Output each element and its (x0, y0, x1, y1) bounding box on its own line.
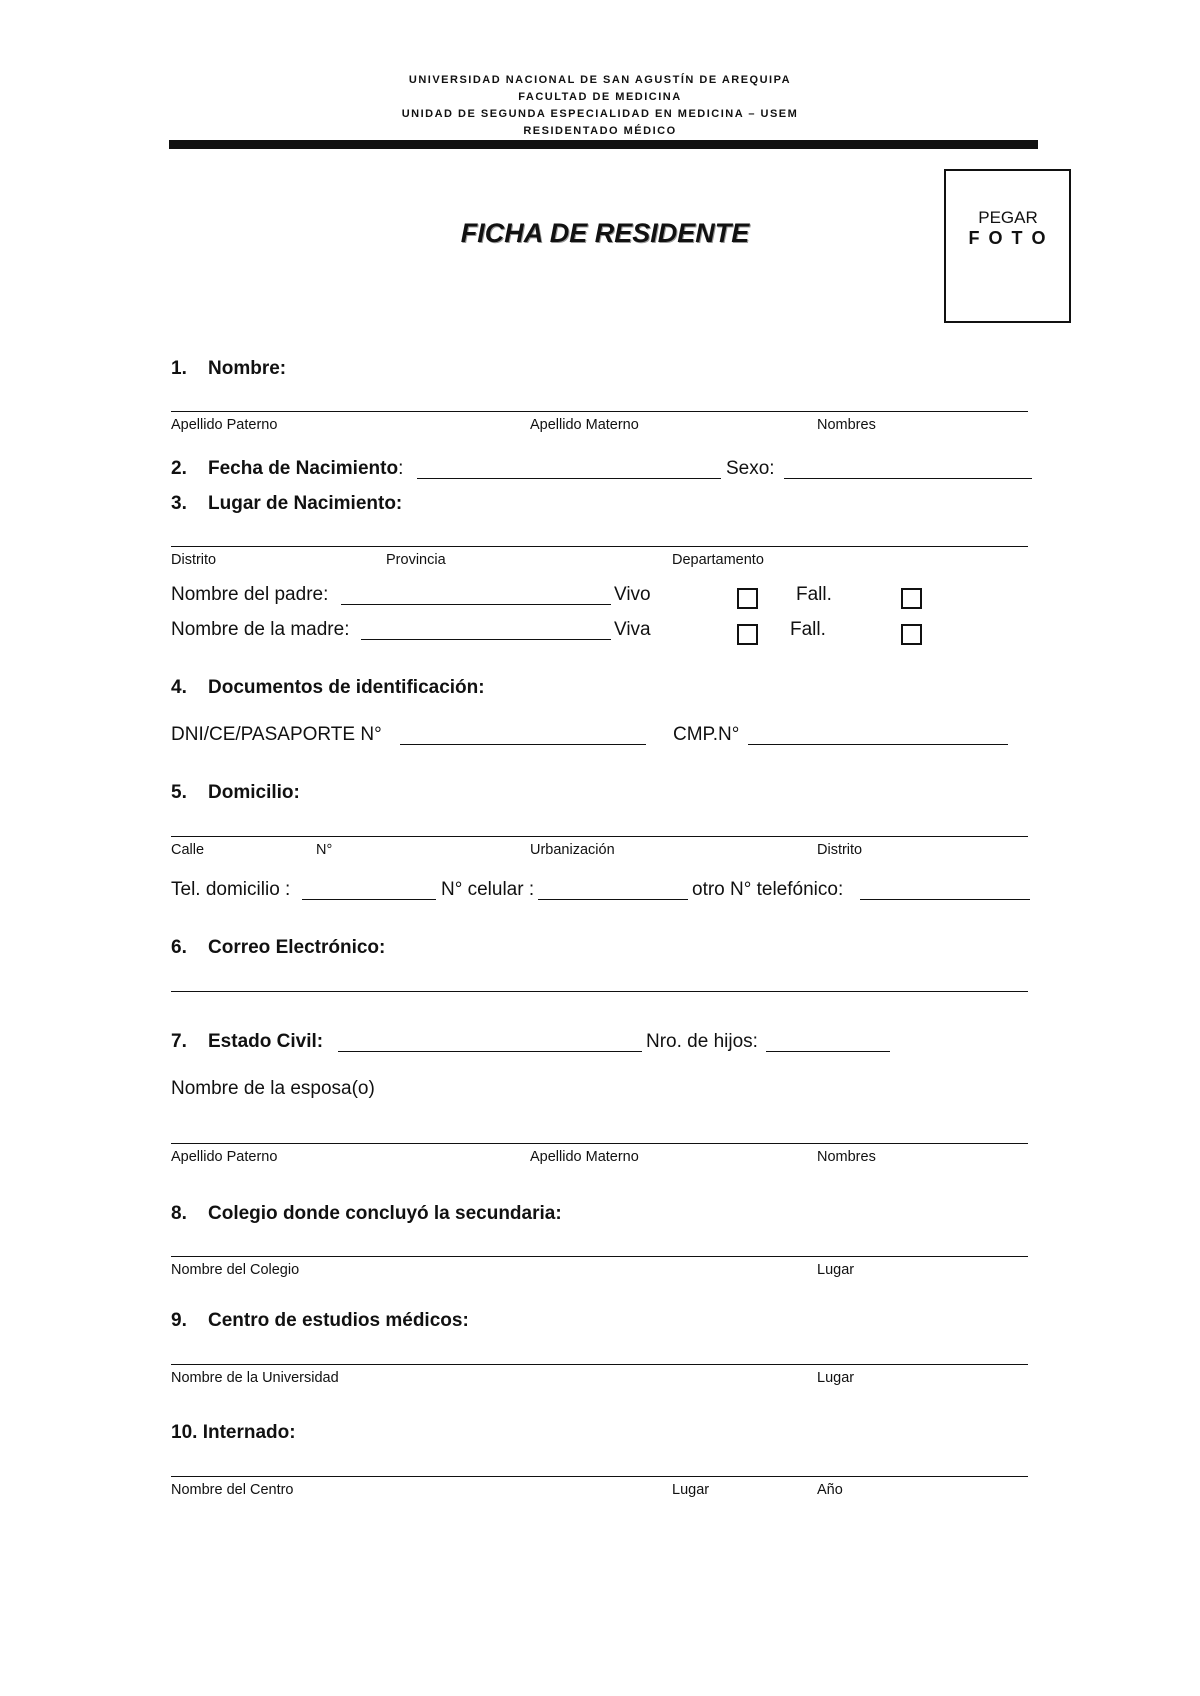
sex-input-line[interactable] (784, 478, 1032, 479)
section-6-label: Correo Electrónico: (208, 937, 386, 958)
section-6-heading (171, 937, 385, 959)
section-4-number: 4. (171, 677, 187, 698)
caption-nombres: Nombres (817, 417, 876, 433)
section-7-label: Estado Civil: (208, 1031, 324, 1052)
section-3-label: Lugar de Nacimiento: (208, 493, 403, 514)
father-alive-label: Vivo (614, 584, 651, 605)
caption-distrito: Distrito (171, 552, 217, 568)
mother-alive-checkbox[interactable] (737, 624, 758, 645)
birth-date-input-line[interactable] (417, 478, 721, 479)
internship-input-line[interactable] (171, 1476, 1028, 1477)
caption-centro-lugar: Lugar (672, 1482, 710, 1498)
caption-distrito-domicilio: Distrito (817, 842, 863, 858)
caption-anio: Año (817, 1482, 843, 1498)
photo-box[interactable] (944, 169, 1071, 323)
mother-name-input-line[interactable] (361, 639, 611, 640)
section-7-number: 7. (171, 1031, 187, 1052)
spouse-name-input-line[interactable] (171, 1143, 1028, 1144)
caption-spouse-nombres: Nombres (817, 1149, 876, 1165)
section-1-label: Nombre: (208, 358, 287, 379)
unit-name: UNIDAD DE SEGUNDA ESPECIALIDAD EN MEDICINA – USEM (401, 108, 799, 120)
birthplace-input-line[interactable] (171, 546, 1028, 547)
father-deceased-label: Fall. (796, 584, 832, 605)
caption-departamento: Departamento (672, 552, 764, 568)
section-2-number: 2. (171, 458, 187, 479)
section-9-heading (171, 1310, 469, 1332)
section-2-colon: : (398, 458, 404, 479)
cell-phone-label: N° celular : (441, 879, 535, 900)
caption-provincia: Provincia (386, 552, 446, 568)
sex-label: Sexo: (726, 458, 775, 479)
caption-colegio-lugar: Lugar (817, 1262, 855, 1278)
caption-calle: Calle (171, 842, 205, 858)
university-input-line[interactable] (171, 1364, 1028, 1365)
cmp-label: CMP.N° (673, 724, 740, 745)
mother-deceased-label: Fall. (790, 619, 826, 640)
children-count-label: Nro. de hijos: (646, 1031, 758, 1052)
section-1-heading (171, 358, 286, 380)
caption-spouse-paterno: Apellido Paterno (171, 1149, 278, 1165)
father-deceased-checkbox[interactable] (901, 588, 922, 609)
email-input-line[interactable] (171, 991, 1028, 992)
section-1-number: 1. (171, 358, 187, 379)
caption-numero: N° (316, 842, 333, 858)
father-name-input-line[interactable] (341, 604, 611, 605)
section-7-heading (171, 1031, 323, 1053)
caption-universidad-lugar: Lugar (817, 1370, 855, 1386)
university-name: UNIVERSIDAD NACIONAL DE SAN AGUSTÍN DE AREQUIPA (408, 74, 792, 86)
section-9-number: 9. (171, 1310, 187, 1331)
mother-deceased-checkbox[interactable] (901, 624, 922, 645)
section-4-heading (171, 677, 485, 699)
form-title: FICHA DE RESIDENTE (460, 218, 750, 248)
civil-status-input-line[interactable] (338, 1051, 642, 1052)
header-rule (169, 140, 1038, 149)
section-10-heading (171, 1422, 296, 1444)
section-9-label: Centro de estudios médicos: (208, 1310, 469, 1331)
photo-box-label-2: F O T O (968, 228, 1048, 248)
children-count-input-line[interactable] (766, 1051, 890, 1052)
section-3-heading (171, 493, 402, 515)
dni-label: DNI/CE/PASAPORTE N° (171, 724, 382, 745)
photo-box-label-1: PEGAR (978, 208, 1038, 227)
program-name: RESIDENTADO MÉDICO (523, 125, 677, 137)
caption-universidad: Nombre de la Universidad (171, 1370, 339, 1386)
caption-centro: Nombre del Centro (171, 1482, 294, 1498)
other-phone-input-line[interactable] (860, 899, 1030, 900)
caption-apellido-materno: Apellido Materno (530, 417, 639, 433)
cmp-input-line[interactable] (748, 744, 1008, 745)
name-input-line[interactable] (171, 411, 1028, 412)
section-4-label: Documentos de identificación: (208, 677, 485, 698)
cell-phone-input-line[interactable] (538, 899, 688, 900)
section-6-number: 6. (171, 937, 187, 958)
school-input-line[interactable] (171, 1256, 1028, 1257)
section-8-heading (171, 1203, 562, 1225)
section-5-label: Domicilio: (208, 782, 300, 803)
mother-alive-label: Viva (614, 619, 651, 640)
section-3-number: 3. (171, 493, 187, 514)
section-2-label: Fecha de Nacimiento (208, 458, 399, 479)
section-10-number: 10. (171, 1422, 198, 1443)
home-phone-input-line[interactable] (302, 899, 436, 900)
section-5-number: 5. (171, 782, 187, 803)
section-8-label: Colegio donde concluyó la secundaria: (208, 1203, 562, 1224)
dni-input-line[interactable] (400, 744, 646, 745)
caption-apellido-paterno: Apellido Paterno (171, 417, 278, 433)
father-alive-checkbox[interactable] (737, 588, 758, 609)
section-5-heading (171, 782, 300, 804)
caption-urbanizacion: Urbanización (530, 842, 615, 858)
spouse-name-label: Nombre de la esposa(o) (171, 1078, 375, 1099)
section-2-heading (171, 458, 403, 480)
address-input-line[interactable] (171, 836, 1028, 837)
faculty-name: FACULTAD DE MEDICINA (518, 91, 682, 103)
caption-spouse-materno: Apellido Materno (530, 1149, 639, 1165)
father-name-label: Nombre del padre: (171, 584, 329, 605)
section-8-number: 8. (171, 1203, 187, 1224)
caption-colegio: Nombre del Colegio (171, 1262, 300, 1278)
home-phone-label: Tel. domicilio : (171, 879, 291, 900)
other-phone-label: otro N° telefónico: (692, 879, 844, 900)
section-10-label: Internado: (202, 1422, 296, 1443)
mother-name-label: Nombre de la madre: (171, 619, 350, 640)
